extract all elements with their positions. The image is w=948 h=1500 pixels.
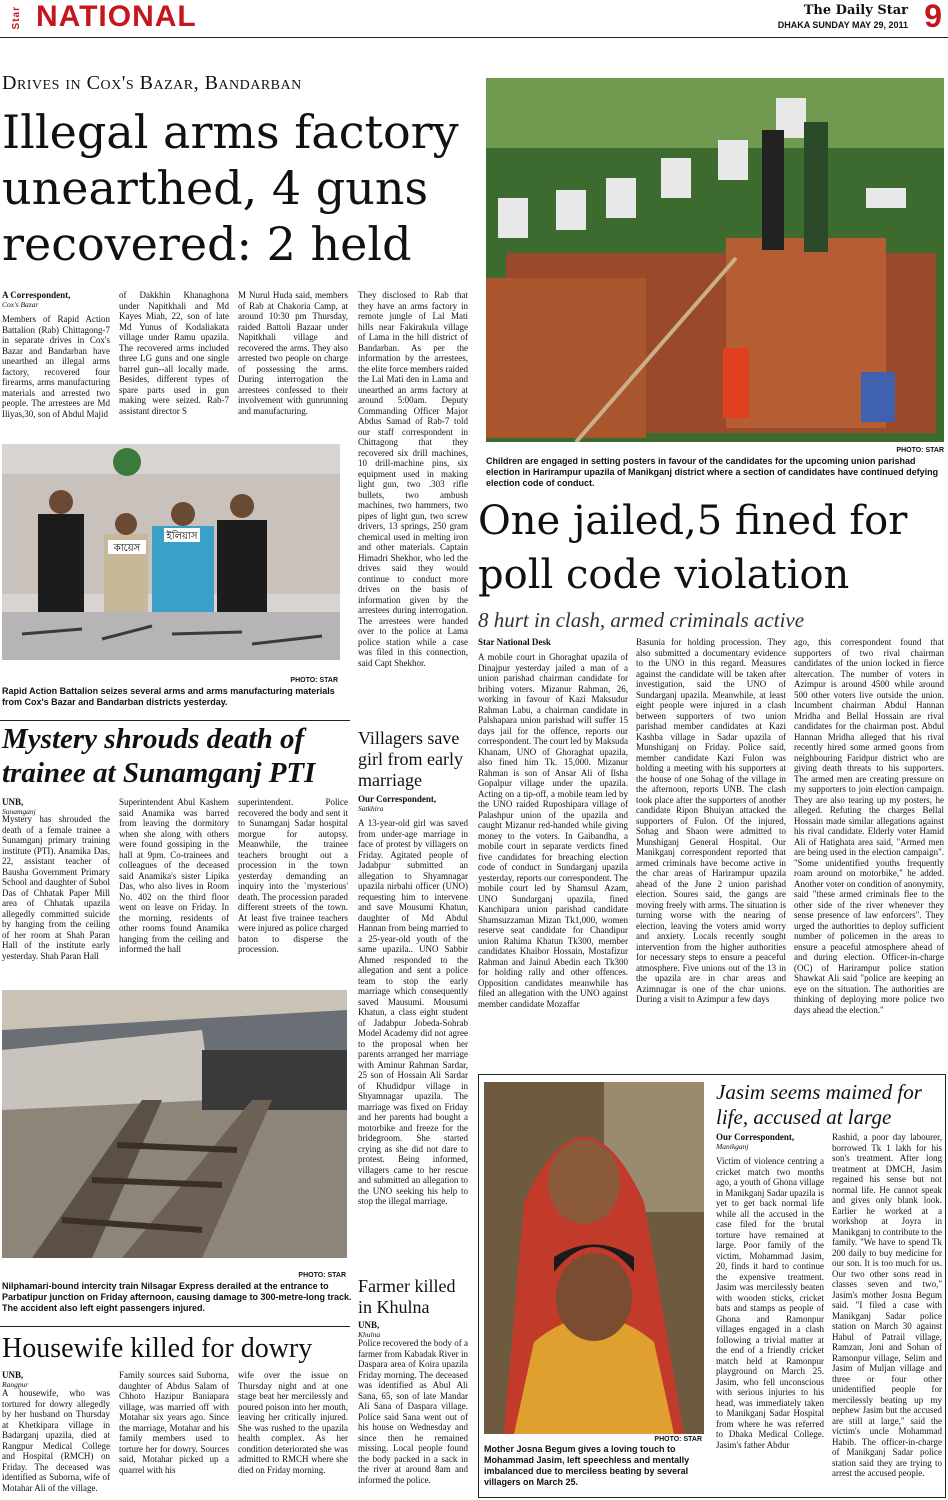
pti-byline-name: UNB, (2, 797, 24, 807)
arms-photo-credit: PHOTO: STAR (290, 677, 338, 684)
jasim-col2: Rashid, a poor day labourer, borrowed Tk 1 lakh for his son's treatment. After long treatment at DMCH, Jasim regained his sense but not normal life. He cannot speak and gives only blank look. Earlier he worked at a workshop at Joyra in Manikganj to contribute to the family. "We have to spend Tk 200 daily to buy medicine for our son. It is too much for us. Our two other sons read in classes seven and two," Jasim's mother Josna Begum said. "I filed a case with Manikganj Sadar police station on March 30 against Habul of Patrail village, Ramzan, Joni and Sohan of Ramonpur village, Selim and Jasim of Muljan village and three or four other unidentified people for mercilessly beating up my nephew Jasim but the accused are still at large," said the victim's uncle Mohammad Habib. The officer-in-charge of Manikganj Sadar police station said they are trying to arrest the accused people. (832, 1132, 942, 1478)
arms-col4: They disclosed to Rab that they have an arms factory in remote jungle of Lal Mati hills near Fakirakula village of Lama in the hill district of Bandarban. As per the information by the arrestees, the elite force members raided the Lal Mati den in Lama and unearthed an arms factory at around 5:00am. Deputy Commanding Officer Major Abdus Samad of Rab-7 told our staff correspondent in Chittagong that they recovered six drill machines, 10 drill-machine pins, six equipment used in making light gun, two .303 rifle bullets, two ambush machines, two hammers, two pipes of light gun, two screw drivers, 13 springs, 250 gram chemical used in melting iron and other materials. Captain Himadri Shekhor, who led the drives said they would continue to conduct more drives on the basis of information given by the arrestees during interrogation. The arrestees were handed over to the police at Lama police station while a case was filed in this connection, said Capt Shekhor. (358, 290, 468, 668)
train-caption: Nilphamari-bound intercity train Nilsagar Express derailed at the entrance to Parbatipur junction on Friday afternoon, causing damage to 300-metre-long track. The accident also left eight passengers injured. (2, 1281, 352, 1313)
sign-iliyas: ইলিয়াস (166, 531, 198, 542)
farmer-byline-place: Khulna (358, 1330, 381, 1339)
arms-byline-place: Cox's Bazar (2, 300, 39, 309)
villagers-byline (358, 794, 473, 814)
jasim-byline-place: Manikganj (716, 1142, 749, 1151)
poster-photo-image (486, 78, 944, 442)
pti-col3: superintendent. Police recovered the body and sent it to Sunamganj Sadar hospital morgue for autopsy. Meanwhile, the trainee teachers brought out a procession in the town yesterday demanding an inquiry into the `mysterious' death. The procession paraded different streets of the town. At least five trainee teachers were injured as police charged baton to disperse the procession. (238, 797, 348, 954)
arms-col2: of Dakkhin Khanaghona under Napitkhali and Md Kayes Miah, 22, son of late Md Yunus of Kodaliakata village under Ramu upazila. The recovered arms included three LG guns and one single barrel gun--all locally made. Besides, different types of spare parts used in gun making were seized. Rab-7 assistant director S (119, 290, 229, 416)
pti-byline-place: Sunamganj (2, 807, 36, 816)
dowry-headline: Housewife killed for dowry (2, 1333, 313, 1364)
dowry-col2: Family sources said Suborna, daughter of Abdus Salam of Chhoto Hazipur Baniapara village, was married off with Motahar six years ago. Since the marriage, Motahar and his family members used to torture her for dowry. Sources said, Motahar picked up a quarrel with his (119, 1370, 229, 1475)
arms-photo-image (2, 444, 340, 660)
jasim-photo (484, 1082, 704, 1434)
poster-photo-credit: PHOTO: STAR (896, 447, 944, 454)
poll-col1: A mobile court in Ghoraghat upazila of Dinajpur yesterday jailed a man of a union parishad chairman candidate for bribing voters. Mizanur Rahman, 26, working in favour of Kazi Maksudur Rahman Labu, a chairman candidate in Palshapara union parishad will suffer 15 days jail for the offence, reports our correspondent. The court led by Maksuda Khanam, UNO of Ghoraghat upazila, also fined him Tk. 15,000. Mizanur Rahman is son of Ansar Ali of Ilsha Gopalpur village under the upazila. Acting on a tip-off, a mobile team led by the UNO raided Ruposhipara village of Palashpur union of the upazila and caught Mizanur red-handed while giving money to the voters. In Gaibandha, a mobile court in separate verdicts fined five candidates for breaching election code of conduct in Sundarganj upazila yesterday, reports our correspondent. The mobile court led by Shamsul Azam, UNO Sundarganj upazila, fined Kanchipara union parishad candidate Shamsuzzaman Mizan Tk1,000, women reserve seat candidate for Chandipur union Rahima Khatun Tk300, member candidates Khaibor Hossain, Mostafizur Rahman and Jainul Abedin each Tk300 for holding rally and other offences. Opposition candidates meanwhile has filed an allegation with the UNO against member candidate Mozaffar (478, 652, 628, 1009)
farmer-body: Police recovered the body of a farmer from Kabadak River in Daspara area of Koira upazila Friday morning. The deceased was identified as Abul Ali Sana, 65, son of late Mandar Ali Sana of Daspara village. Police said Sana went out of his house on Wednesday and since then he remained missing. Local people found the body packed in a sack in the river at around 8am and informed the police. (358, 1338, 468, 1485)
dowry-byline-place: Rangpur (2, 1380, 29, 1389)
jasim-byline (716, 1132, 826, 1152)
page-header (0, 0, 948, 38)
poster-photo (486, 78, 944, 442)
arms-col1: Members of Rapid Action Battalion (Rab) Chittagong-7 in separate drives in Cox's Bazar and Bandarban have unearthed an illegal arms factory, recovered four firearms, arms manufacturing materials and arrested two people. The arrestees are Md Iliyas,30, son of Abdul Majid (2, 314, 110, 419)
jasim-photo-credit: PHOTO: STAR (654, 1436, 702, 1443)
section-title (0, 0, 197, 34)
dowry-byline-name: UNB, (2, 1370, 24, 1380)
jasim-caption: Mother Josna Begum gives a loving touch to Mohammad Jasim, left speechless and mentally imbalanced due to merciless beating by several villagers on March 25. (484, 1444, 690, 1487)
arms-byline (2, 290, 112, 310)
villagers-byline-place: Satkhira (358, 804, 384, 813)
poster-caption: Children are engaged in setting posters in favour of the candidates for the upcoming union parishad election in Harirampur upazila of Manikganj district where a section of candidates have continued defying election code of conduct. (486, 456, 939, 488)
villagers-headline: Villagers save girl from early marriage (358, 728, 463, 790)
dowry-byline (2, 1370, 112, 1390)
arms-headline: Illegal arms factory unearthed, 4 guns recovered: 2 held (2, 105, 459, 271)
arms-kicker: Drives in Cox's Bazar, Bandarban (2, 72, 302, 94)
issue-date: DHAKA SUNDAY MAY 29, 2011 (777, 20, 908, 30)
divider (0, 720, 350, 721)
farmer-byline-name: UNB, (358, 1320, 380, 1330)
divider (0, 1326, 350, 1327)
jasim-photo-image (484, 1082, 704, 1434)
poll-headline: One jailed,5 fined for poll code violation (478, 498, 908, 598)
farmer-byline (358, 1320, 473, 1340)
poll-col3: ago, this correspondent found that supporters of two rival chairman candidates of the union locked in fierce altercation. The number of voters in Azimpur is around 4500 while around 500 other voters live outside the union. Incumbent chairman Abdul Hannan Mridha and Bellal Hossain are rival candidates for the chairman post. Abdul Hannan Mridha alleged that his rival recently hired some armed goons from neighbouring Faridpur district who are giving death threats to his supporters. The armed men are creating pressure on my supporters to join election campaign. They are also tearing up my posters, he alleged. Refuting the charges Bellal Hossain made similar allegations against his rival candidate. Elderly voter Hamid Ali of Hatighata area said, "Armed men are being used in the election campaign". "Some unidentified youths frequently roam around on motorbike," he added. Another voter on condition of anonymity, said "these armed criminals flee to the other side of the river whenever they sense presence of law enforcers". They urged the authorities to deploy sufficient number of policemen in the areas to ensure a peaceful atmosphere ahead of and during election. Officer-in-charge (OC) of Harirampur police station Shawkat Ali said "police are keeping an eye on the situation. The authorities are thinking of deploying more police two days ahead the election." (794, 637, 944, 1015)
pti-headline: Mystery shrouds death of trainee at Sunamganj PTI (2, 723, 316, 789)
arms-col3: M Nurul Huda said, members of Rab at Chakoria Camp, at around 10:30 pm Thursday, raided Battoli Bazaar under Napitkhali village and recovered the arms. They also arrested two people on charge of possessing the arms. During interrogation the arrestees confessed to their involvement with gunrunning and manufacturing. (238, 290, 348, 416)
arms-caption: Rapid Action Battalion seizes several arms and arms manufacturing materials from Cox's Bazar and Bandarban districts yesterday. (2, 686, 335, 707)
dowry-col1: A housewife, who was tortured for dowry allegedly by her husband on Thursday at Khetkipara village in Badarganj upazila, died at Rangpur Medical College and Hospital (RMCH) on Friday. The deceased was identified as Suborna, wife of Motahar Ali of the village. (2, 1388, 110, 1493)
villagers-byline-name: Our Correspondent, (358, 794, 437, 804)
jasim-headline: Jasim seems maimed for life, accused at large (716, 1080, 922, 1129)
pti-col2: Superintendent Abul Kashem said Anamika was barred from leaving the dormitory when she along with others were found gossiping in the hall at 9pm. Co-trainees and colleagues of the deceased said Anamika's sister Lipika Das, who also lives in Room No. 402 on the third floor went on leave on Friday. In the morning, residents of other rooms found Anamika hanging from the ceiling and informed the hall (119, 797, 229, 954)
arms-byline-name: A Correspondent, (2, 290, 71, 300)
section-star-tag: Star (11, 6, 22, 30)
poll-subhead: 8 hurt in clash, armed criminals active (478, 608, 805, 632)
jasim-col1: Victim of violence centring a cricket match two months ago, a youth of Ghona village in Manikganj Sadar upazila is yet to get back normal life while all the accused in the case filed for the brutal torture have remained at large. Poor family of the victim, Mohammad Jasim, 20, finds it hard to continue the expensive treatment. Jasim was mercilessly beaten with wooden sticks, cricket bats and stamps as people of Ghona and Ramonpur villages engaged in a clash following a trivial matter at the end of a friendly cricket match held at Ramonpur playground on March 25. Jasim, who fell unconscious with serious injuries to his head, was immediately taken to Manikganj Sadar Hospital from where he was referred to Dhaka Medical College. Jasim's father Abdur (716, 1156, 824, 1450)
farmer-headline: Farmer killed in Khulna (358, 1276, 456, 1317)
villagers-body: A 13-year-old girl was saved from under-age marriage in face of protest by villagers on Friday. Agitated people of Jadabpur submitted an allegation to Shyamnagar upazila nirbahi officer (UNO) requesting him to intervene and save Mousumi Khatun, daughter of Md Abdul Hannan from being married to a 25-year-old youth of the same upazila.. UNO Sabbir Ahmed responded to the allegation and sent a police team to stop the early marriage which consequently saved Mausumi. Mousumi Khatun, a class eight student of Jadabpur Jobeda-Sohrab Model Academy did not agree to the proposal when her parents arranged her marriage with Aminur Rahman Sardar, 25 son of Hossain Ali Sardar of Khudidpur village in Shyamnagar upazila. The marriage was fixed on Friday and her parents had bought a motorbike and freeze for the bridegroom. She started crying as she did not dare to protest. Being informed, villagers came to her rescue and submitted an allegation to the UNO seeking his help to stop the illegal marriage. (358, 818, 468, 1206)
page-number: 9 (924, 0, 942, 34)
arms-photo (2, 444, 340, 660)
train-photo (2, 990, 347, 1258)
train-photo-image (2, 990, 347, 1258)
poll-byline: Star National Desk (478, 637, 551, 647)
pti-col1: Mystery has shrouded the death of a female trainee a Sunamganj primary training institute (PTI). Anamika Das, 22, assistant teacher of Bausha Government Primary School and daughter of Subol Das of Chhatak Paper Mill area of Chhatak upazila allegedly committed suicide by hanging from the ceiling of her room at Shah Paran Hall of the institute early yesterday. Shah Paran Hall (2, 814, 110, 961)
dowry-col3: wife over the issue on Thursday night and at one stage beat her mercilessly and poured poison into her mouth, leaving her critically injured. She was rushed to the upazila health complex. As her condition deteriorated she was admitted to RMCH where she died on Friday morning. (238, 1370, 348, 1475)
train-photo-credit: PHOTO: STAR (298, 1272, 346, 1279)
poll-col2: Basunia for holding procession. They also submitted a documentary evidence to the UNO in this regard. Measures against the candidate will be taken after investigation, said the UNO of Sundarganj upazila. Meanwhile, at least eight people were injured in a clash between supporters of two union parishad member candidates at Kazi Kashba village in Sadar upazila of Munshiganj on Friday. Police said, member candidate Kazi Fulon was holding a meeting with his supporters at the house of one Sohag of the village in the afternoon, reports UNB. The clash took place after the supporters of another candidate Ripon Bhuiyan attacked the supporters of Fulon. Of the injured, Sohag and Shaon were admitted to Munshiganj General Hospital. Our Manikganj correspondent reported that armed criminals have become active in the char areas of Harirampur upazila ahead of the June 2 union parishad election. Soures said, the gangs are moving freely with arms. The situation is turning worse with the nearing of election, leaving the voters amid worry and anxiety. Locals recently sought intervention from the higher authorities for necessary steps to ensure a peaceful atmosphere. Five unions out of the 13 in the upazila are in char areas and Azimnagar is one of the char unions. During a visit to Azimpur a few days (636, 637, 786, 1004)
section-title-text: NATIONAL (36, 0, 197, 33)
masthead-name: The Daily Star (803, 3, 908, 18)
sign-kayes: কায়েস (113, 543, 141, 554)
jasim-byline-name: Our Correspondent, (716, 1132, 795, 1142)
